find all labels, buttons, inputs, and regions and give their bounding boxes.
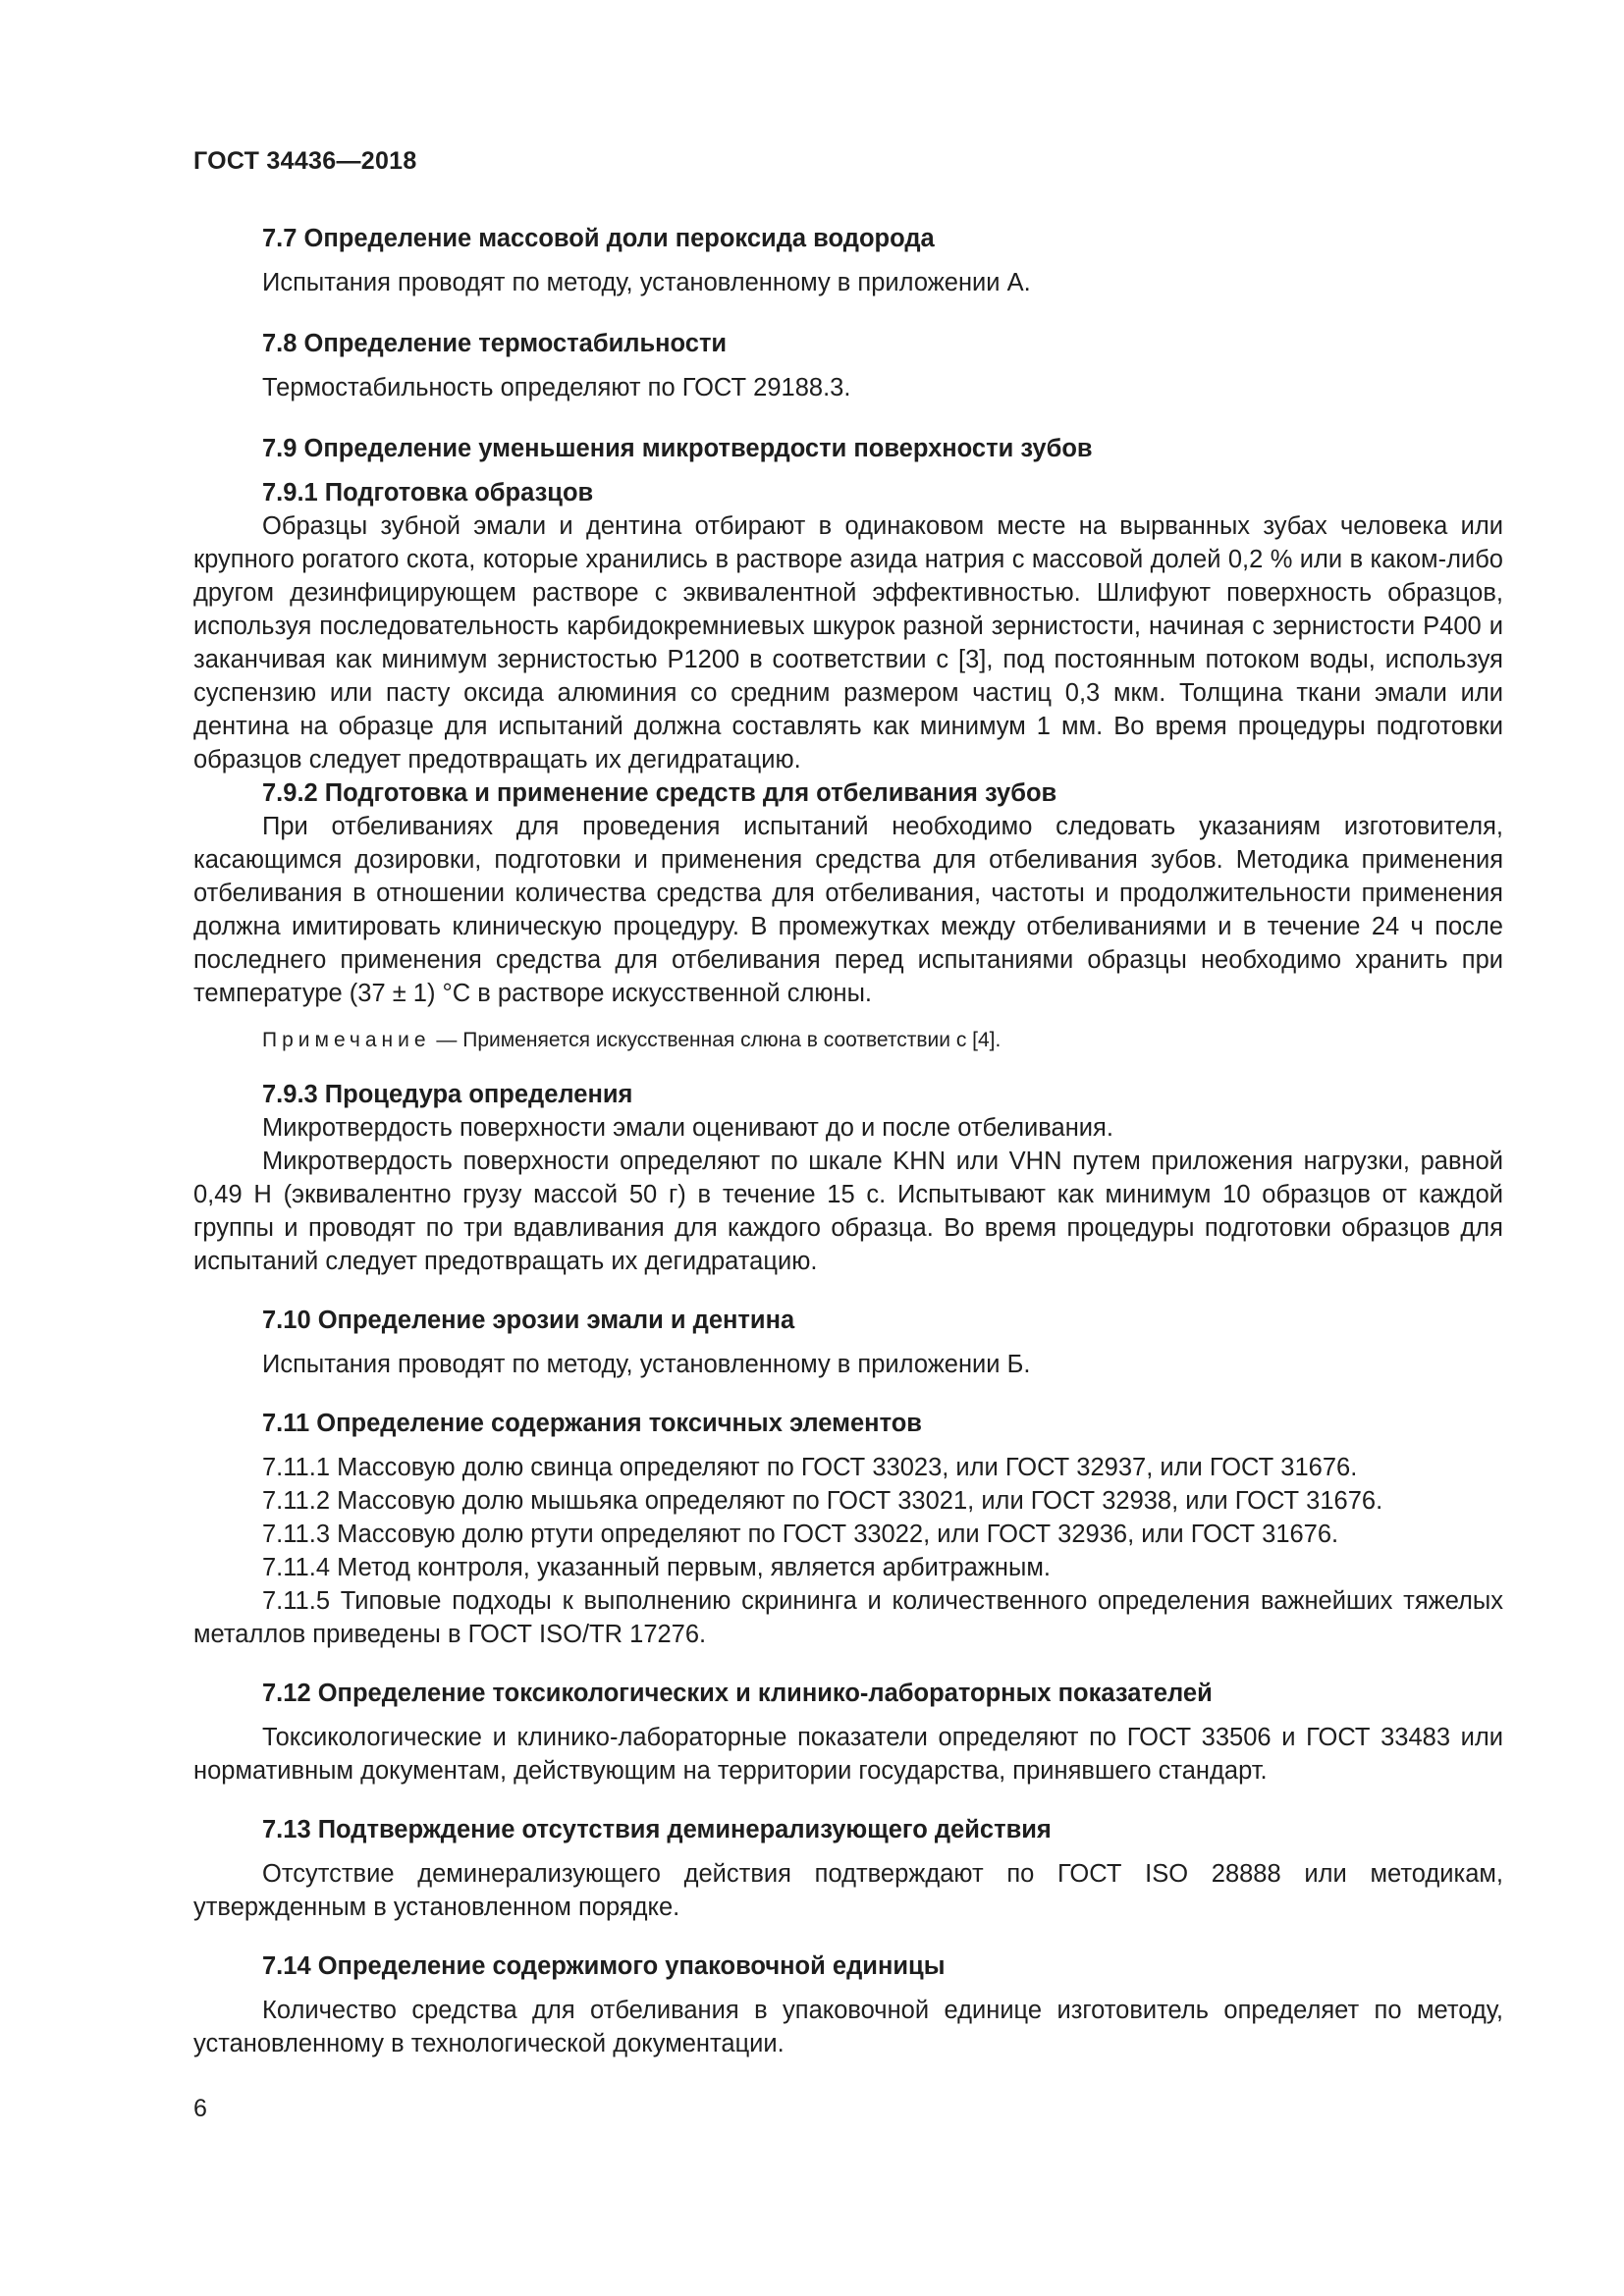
- section-7-13-heading: 7.13 Подтверждение отсутствия деминерализующего действия: [262, 1816, 1052, 1843]
- note-text: — Применяется искусственная слюна в соответствии с [4].: [430, 1029, 1001, 1051]
- section-7-10-heading: 7.10 Определение эрозии эмали и дентина: [262, 1307, 795, 1334]
- section-7-9-1-text: Образцы зубной эмали и дентина отбирают в одинаковом месте на вырванных зубах человека или крупного рогатого скота, которые хранились в растворе азида натрия с массовой долей 0,2 % или в каком-либо другом дезинфицирующем растворе с эквивалентной эффективностью. Шлифуют поверхность образцов, используя последовательность карбидокремниевых шкурок разной зернистости, начиная с зернистости Р400 и заканчивая как минимум зернистостью Р1200 в соответствии с [3], под постоянным потоком воды, используя суспензию или пасту оксида алюминия со средним размером частиц 0,3 мкм. Толщина ткани эмали или дентина на образце для испытаний должна составлять как минимум 1 мм. Во время процедуры подготовки образцов следует предотвращать их дегидратацию.: [193, 512, 1503, 774]
- document-code: ГОСТ 34436—2018: [193, 147, 417, 175]
- note-label: Примечание: [262, 1029, 431, 1051]
- section-7-11-3-text: 7.11.3 Массовую долю ртути определяют по ГОСТ 33022, или ГОСТ 32936, или ГОСТ 31676.: [262, 1521, 1339, 1548]
- section-7-11-2-text: 7.11.2 Массовую долю мышьяка определяют по ГОСТ 33021, или ГОСТ 32938, или ГОСТ 31676.: [262, 1487, 1383, 1515]
- section-7-9-3-text-1: Микротвердость поверхности эмали оценивают до и после отбеливания.: [262, 1114, 1113, 1142]
- note: [193, 1024, 1503, 1057]
- section-7-12-heading: 7.12 Определение токсикологических и клинико-лабораторных показателей: [262, 1680, 1213, 1707]
- section-7-9-1-heading: 7.9.1 Подготовка образцов: [262, 479, 594, 507]
- section-7-9-3-text-2: Микротвердость поверхности определяют по шкале KHN или VHN путем приложения нагрузки, равной 0,49 Н (эквивалентно грузу массой 50 г) в течение 15 с. Испытывают как минимум 10 образцов от каждой группы и проводят по три вдавливания для каждого образца. Во время процедуры подготовки образцов для испытаний следует предотвращать их дегидратацию.: [193, 1148, 1503, 1275]
- section-7-8-heading: 7.8 Определение термостабильности: [262, 330, 728, 357]
- section-7-9-2-text: При отбеливаниях для проведения испытаний необходимо следовать указаниям изготовителя, касающимся дозировки, подготовки и применения средства для отбеливания зубов. Методика применения отбеливания в отношении количества средства для отбеливания, частоты и продолжительности применения должна имитировать клиническую процедуру. В промежутках между отбеливаниями и в течение 24 ч после последнего применения средства для отбеливания перед испытаниями образцы необходимо хранить при температуре (37 ± 1) °С в растворе искусственной слюны.: [193, 813, 1503, 1007]
- section-7-11-4-text: 7.11.4 Метод контроля, указанный первым, является арбитражным.: [262, 1554, 1051, 1581]
- section-7-9-heading: 7.9 Определение уменьшения микротвердости поверхности зубов: [262, 435, 1093, 462]
- section-7-7-heading: 7.7 Определение массовой доли пероксида водорода: [262, 225, 935, 252]
- section-7-8-text: Термостабильность определяют по ГОСТ 29188.3.: [262, 374, 851, 401]
- section-7-10-text: Испытания проводят по методу, установленному в приложении Б.: [262, 1351, 1031, 1378]
- page-number: 6: [193, 2095, 207, 2122]
- section-7-11-5-text: 7.11.5 Типовые подходы к выполнению скрининга и количественного определения важнейших тяжелых металлов приведены в ГОСТ ISO/TR 17276.: [193, 1587, 1503, 1648]
- section-7-14-text: Количество средства для отбеливания в упаковочной единице изготовитель определяет по методу, установленному в технологической документации.: [193, 1997, 1503, 2057]
- section-7-9-3-heading: 7.9.3 Процедура определения: [262, 1081, 633, 1108]
- section-7-9-2-heading: 7.9.2 Подготовка и применение средств для отбеливания зубов: [262, 779, 1057, 807]
- section-7-12-text: Токсикологические и клинико-лабораторные показатели определяют по ГОСТ 33506 и ГОСТ 33483 или нормативным документам, действующим на территории государства, принявшего стандарт.: [193, 1724, 1503, 1785]
- section-7-14-heading: 7.14 Определение содержимого упаковочной единицы: [262, 1952, 946, 1980]
- section-7-7-text: Испытания проводят по методу, установленному в приложении А.: [262, 269, 1031, 296]
- section-7-13-text: Отсутствие деминерализующего действия подтверждают по ГОСТ ISO 28888 или методикам, утвержденным в установленном порядке.: [193, 1860, 1503, 1921]
- page-content: [193, 222, 1503, 2060]
- section-7-11-heading: 7.11 Определение содержания токсичных элементов: [262, 1410, 922, 1437]
- section-7-11-1-text: 7.11.1 Массовую долю свинца определяют по ГОСТ 33023, или ГОСТ 32937, или ГОСТ 31676.: [262, 1454, 1358, 1481]
